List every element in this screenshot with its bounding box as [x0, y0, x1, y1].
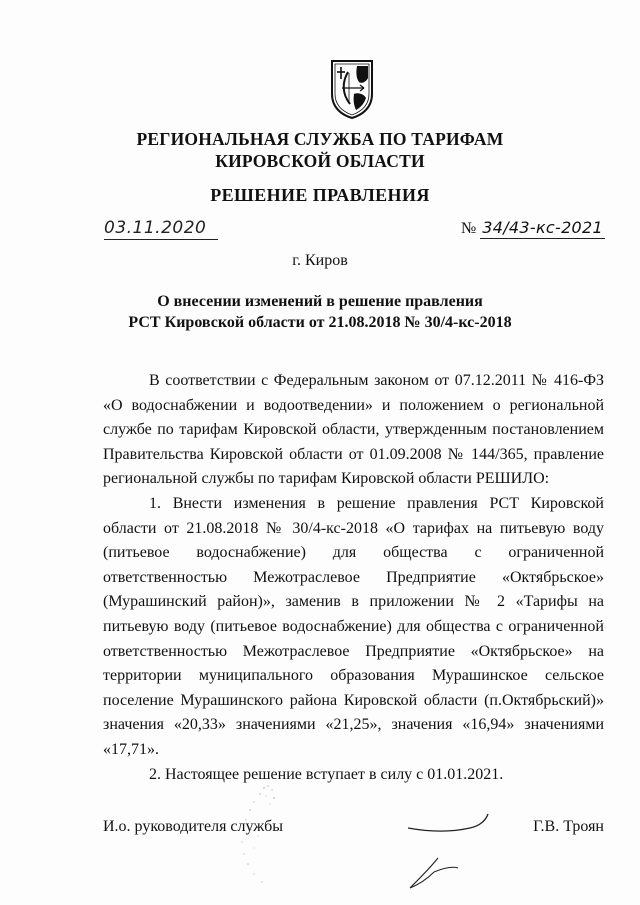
preamble-paragraph: В соответствии с Федеральным законом от 07.12.2011 № 416-ФЗ «О водоснабжении и водоотведении» и положением о региональной службе по тарифам Кировской области, утвержденным постановлением Правительства Кировской области от 01.09.2008 № 144/365, правление региональной службы по тарифам Кировской области РЕШИЛО:	[103, 372, 604, 488]
number-sign: №	[461, 220, 477, 237]
organization-title-line2: КИРОВСКОЙ ОБЛАСТИ	[215, 151, 425, 171]
subject-line2: РСТ Кировской области от 21.08.2018 № 30/4-кс-2018	[128, 314, 512, 331]
subject-line1: О внесении изменений в решение правления	[157, 293, 483, 310]
organization-title-line1: РЕГИОНАЛЬНАЯ СЛУЖБА ПО ТАРИФАМ	[136, 129, 504, 149]
city: г. Киров	[292, 252, 348, 269]
document-subject	[0, 291, 640, 333]
handwritten-date: 03.11.2020	[104, 218, 218, 240]
kirov-region-coat-of-arms-icon	[328, 58, 376, 120]
signatory-name: Г.В. Троян	[533, 818, 604, 835]
document-type: РЕШЕНИЕ ПРАВЛЕНИЯ	[210, 185, 430, 205]
item-2-paragraph: 2. Настоящее решение вступает в силу с 01.01.2021.	[149, 765, 504, 783]
document-body	[103, 369, 604, 787]
signatory-position: И.о. руководителя службы	[103, 818, 284, 835]
handwritten-number: 34/43-кс-2021	[482, 218, 604, 237]
item-1-paragraph: 1. Внести изменения в решение правления РСТ Кировской области от 21.08.2018 № 30/4-кс-2018 «О тарифах на питьевую воду (питьевое водоснабжение) для общества с ограниченной ответственностью Межотраслевое Предприятие «Октябрьское» (Мурашинский район)», заменив в приложении № 2 «Тарифы на питьевую воду (питьевое водоснабжение) для общества с ограниченной ответственностью Межотраслевое Предприятие «Октябрьское» на территории муниципального образования Мурашинское сельское поселение Мурашинского района Кировской области (п.Октябрьский)» значения «20,33» значениями «21,25», значения «16,94» значениями «17,71».	[103, 494, 604, 758]
handwritten-signature-icon	[400, 806, 510, 902]
document-number	[461, 218, 605, 239]
faded-stamp-icon	[224, 776, 292, 896]
organization-title	[0, 128, 640, 172]
